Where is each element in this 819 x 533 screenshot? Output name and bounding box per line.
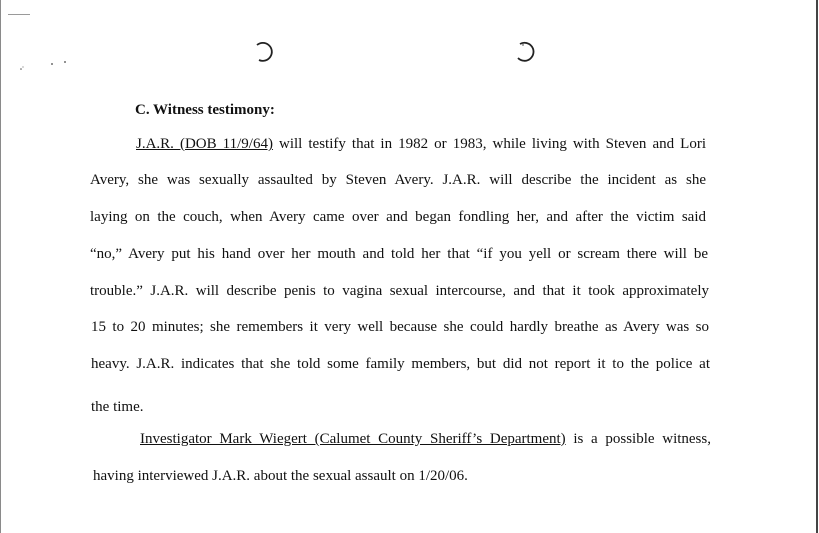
paragraph2-line1-rest: is a possible witness, <box>565 431 711 447</box>
jar-dob-underlined: J.A.R. (DOB 11/9/64) <box>136 136 273 152</box>
paragraph2-line1 <box>140 430 711 448</box>
paragraph1-line7: heavy. J.A.R. indicates that she told some family members, but did not report it to the police at <box>91 356 710 372</box>
paragraph2-line2: having interviewed J.A.R. about the sexual assault on 1/20/06. <box>93 468 468 484</box>
page-left-edge <box>0 0 1 533</box>
investigator-underlined: Investigator Mark Wiegert (Calumet County Sheriff’s Department) <box>140 431 566 447</box>
binder-hole-left-icon <box>252 40 276 64</box>
paragraph1-line1-rest: will testify that in 1982 or 1983, while living with Steven and Lori <box>272 136 706 152</box>
paragraph1-line4: “no,” Avery put his hand over her mouth and told her that “if you yell or scream there will be <box>90 246 708 262</box>
page-right-edge <box>816 0 818 533</box>
binder-hole-right-icon <box>513 40 537 64</box>
paragraph1-line2: Avery, she was sexually assaulted by Steven Avery. J.A.R. will describe the incident as she <box>90 172 706 188</box>
paragraph1-line6: 15 to 20 minutes; she remembers it very well because she could hardly breathe as Avery was so <box>91 319 709 335</box>
paragraph1-line5: trouble.” J.A.R. will describe penis to vagina sexual intercourse, and that it took approximately <box>90 283 709 299</box>
scan-mark-top-left <box>8 14 30 15</box>
paragraph1-line1 <box>136 135 706 153</box>
paragraph1-line3: laying on the couch, when Avery came over and began fondling her, and after the victim said <box>90 209 706 225</box>
scan-specks <box>18 54 78 78</box>
section-heading: C. Witness testimony: <box>135 102 275 118</box>
paragraph1-line8: the time. <box>91 399 144 415</box>
